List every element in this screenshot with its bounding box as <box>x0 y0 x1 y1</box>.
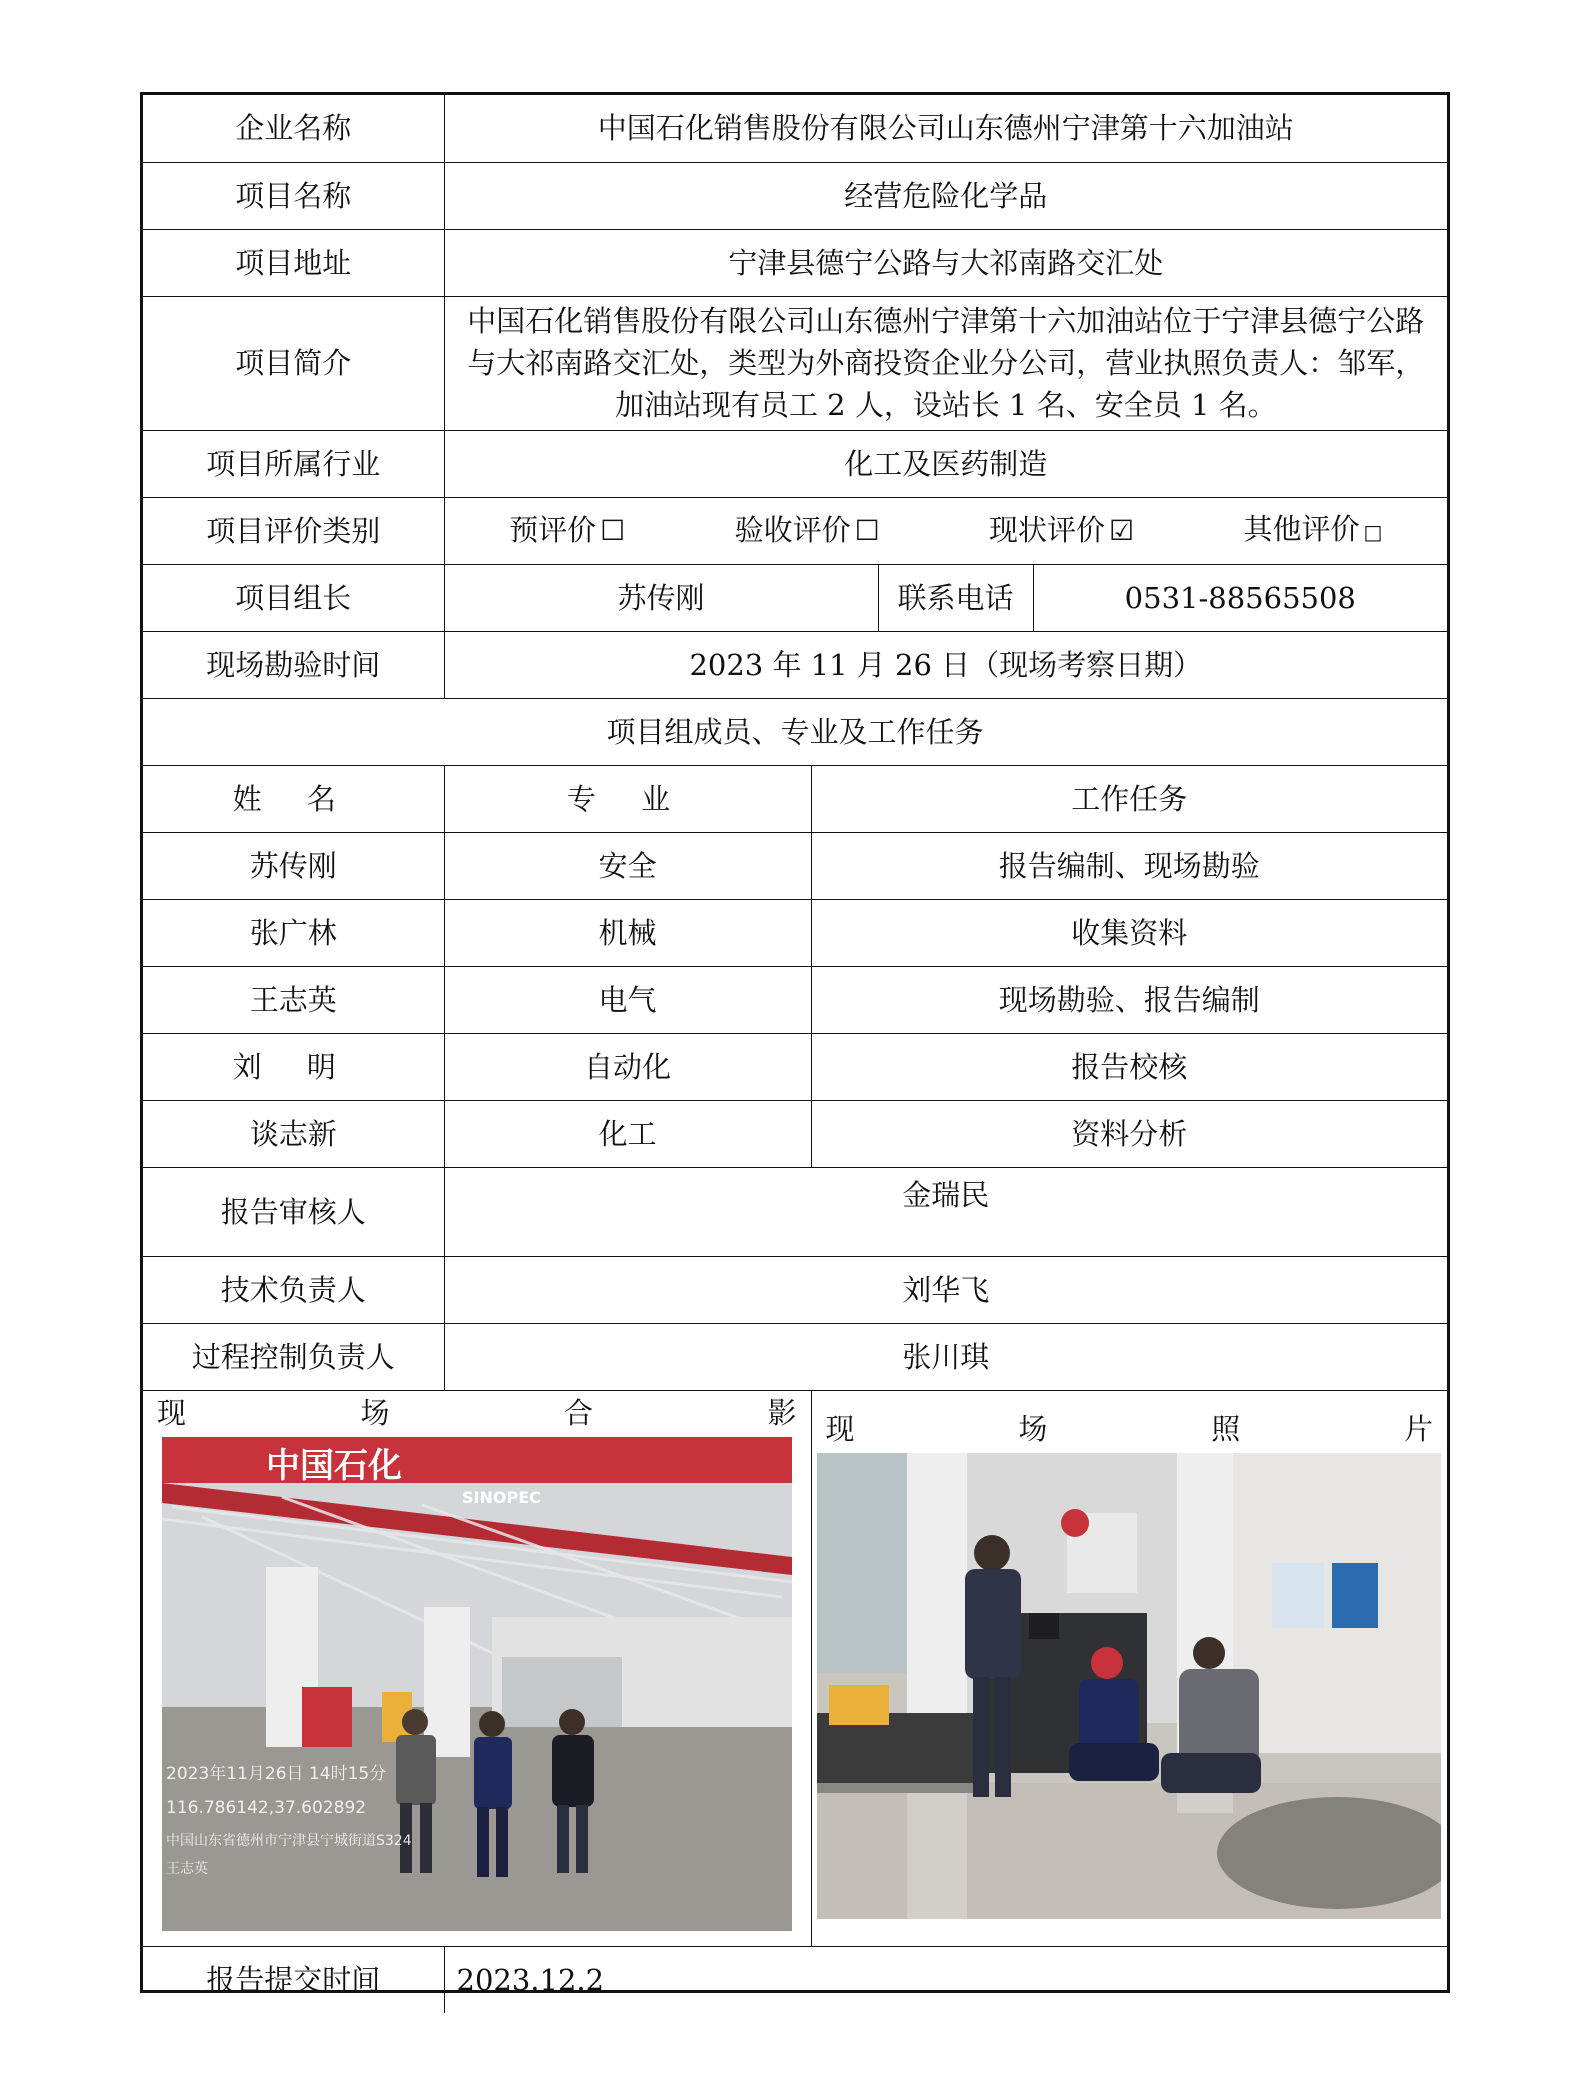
member-major: 化工 <box>444 1100 811 1167</box>
row-tech-lead <box>143 1256 1447 1323</box>
title-char: 照 <box>1211 1411 1241 1446</box>
reviewer-label: 报告审核人 <box>143 1167 444 1256</box>
eval-option-label: 验收评价 <box>734 513 851 547</box>
member-name: 苏传刚 <box>143 832 444 899</box>
project-address-label: 项目地址 <box>143 229 444 296</box>
leader-label: 项目组长 <box>143 564 444 631</box>
member-major: 自动化 <box>444 1033 811 1100</box>
member-major: 电气 <box>444 966 811 1033</box>
row-eval-type <box>143 497 1447 564</box>
table-row <box>143 1033 1447 1100</box>
watermark-coords: 116.786142,37.602892 <box>165 1797 366 1818</box>
member-task: 资料分析 <box>811 1100 1447 1167</box>
title-char: 场 <box>360 1395 390 1430</box>
header-major: 专 业 <box>444 765 811 832</box>
assessment-form <box>140 92 1450 1997</box>
header-name: 姓 名 <box>143 765 444 832</box>
project-address-value: 宁津县德宁公路与大祁南路交汇处 <box>444 229 1447 296</box>
row-project-name <box>143 162 1447 229</box>
eval-option-label: 预评价 <box>509 513 597 547</box>
member-major: 机械 <box>444 899 811 966</box>
group-photo-title <box>143 1391 811 1435</box>
row-leader <box>143 564 1447 631</box>
members-title: 项目组成员、专业及工作任务 <box>143 698 1447 765</box>
form-table <box>143 95 1447 2013</box>
watermark-time: 2023年11月26日 14时15分 <box>165 1763 386 1784</box>
tech-lead-value: 刘华飞 <box>444 1256 1447 1323</box>
company-label: 企业名称 <box>143 95 444 162</box>
member-name: 王志英 <box>143 966 444 1033</box>
row-members-title <box>143 698 1447 765</box>
checkbox-unchecked-icon[interactable]: ☐ <box>600 514 626 547</box>
site-photo-image <box>817 1453 1441 1919</box>
submit-label: 报告提交时间 <box>143 1946 444 2013</box>
industry-label: 项目所属行业 <box>143 430 444 497</box>
watermark-author: 王志英 <box>165 1860 208 1877</box>
member-name: 张广林 <box>143 899 444 966</box>
row-industry <box>143 430 1447 497</box>
row-survey-time <box>143 631 1447 698</box>
member-task: 收集资料 <box>811 899 1447 966</box>
reviewer-value: 金瑞民 <box>444 1167 1447 1256</box>
title-char: 场 <box>1018 1411 1048 1446</box>
process-lead-value: 张川琪 <box>444 1323 1447 1390</box>
project-intro-label: 项目简介 <box>143 296 444 430</box>
member-major: 安全 <box>444 832 811 899</box>
row-reviewer <box>143 1167 1447 1256</box>
title-char: 现 <box>157 1395 187 1430</box>
watermark-address: 中国山东省德州市宁津县宁城街道S324 <box>165 1832 412 1849</box>
phone-value: 0531-88565508 <box>1033 564 1447 631</box>
checkbox-unchecked-icon[interactable]: □ <box>1363 520 1383 544</box>
project-name-value: 经营危险化学品 <box>444 162 1447 229</box>
member-task: 现场勘验、报告编制 <box>811 966 1447 1033</box>
project-intro-value: 中国石化销售股份有限公司山东德州宁津第十六加油站位于宁津县德宁公路与大祁南路交汇处，类型为外商投资企业分公司，营业执照负责人：邹军，加油站现有员工 2 人，设站长 1 名、安全员 1 名。 <box>444 296 1447 430</box>
survey-time-value: 2023 年 11 月 26 日（现场考察日期） <box>444 631 1447 698</box>
title-char: 影 <box>767 1395 797 1430</box>
title-char: 合 <box>563 1395 593 1430</box>
submit-value: 2023.12.2 <box>444 1946 1447 2013</box>
group-photo <box>162 1437 792 1931</box>
title-char: 片 <box>1404 1411 1434 1446</box>
member-task: 报告编制、现场勘验 <box>811 832 1447 899</box>
canopy-text: 中国石化 <box>265 1445 402 1486</box>
row-submit <box>143 1946 1447 2013</box>
eval-option-label: 其他评价 <box>1243 512 1360 546</box>
tech-lead-label: 技术负责人 <box>143 1256 444 1323</box>
table-row <box>143 832 1447 899</box>
process-lead-label: 过程控制负责人 <box>143 1323 444 1390</box>
site-photo-cell <box>811 1390 1447 1946</box>
eval-option-label: 现状评价 <box>989 513 1106 547</box>
header-task: 工作任务 <box>811 765 1447 832</box>
member-name: 谈志新 <box>143 1100 444 1167</box>
row-project-address <box>143 229 1447 296</box>
eval-option-other[interactable] <box>1243 508 1382 553</box>
table-row <box>143 1100 1447 1167</box>
industry-value: 化工及医药制造 <box>444 430 1447 497</box>
member-task: 报告校核 <box>811 1033 1447 1100</box>
eval-option-current[interactable] <box>989 509 1134 552</box>
leader-value: 苏传刚 <box>444 564 878 631</box>
eval-type-label: 项目评价类别 <box>143 497 444 564</box>
table-row <box>143 899 1447 966</box>
member-name: 刘 明 <box>143 1033 444 1100</box>
group-photo-cell <box>143 1390 811 1946</box>
eval-option-pre[interactable] <box>509 509 625 552</box>
table-row <box>143 966 1447 1033</box>
survey-time-label: 现场勘验时间 <box>143 631 444 698</box>
company-value: 中国石化销售股份有限公司山东德州宁津第十六加油站 <box>444 95 1447 162</box>
group-photo-image <box>162 1437 792 1931</box>
row-process-lead <box>143 1323 1447 1390</box>
project-name-label: 项目名称 <box>143 162 444 229</box>
row-members-header <box>143 765 1447 832</box>
title-char: 现 <box>825 1411 855 1446</box>
phone-label: 联系电话 <box>878 564 1033 631</box>
row-project-intro <box>143 296 1447 430</box>
row-photos <box>143 1390 1447 1946</box>
canopy-brand: SINOPEC <box>461 1487 541 1507</box>
eval-option-acceptance[interactable] <box>735 509 880 552</box>
checkbox-unchecked-icon[interactable]: ☐ <box>854 514 880 547</box>
checkbox-checked-icon[interactable]: ☑ <box>1109 514 1135 547</box>
row-company <box>143 95 1447 162</box>
eval-type-options <box>444 497 1447 564</box>
site-photo-title <box>812 1407 1448 1451</box>
site-photo <box>817 1453 1441 1919</box>
